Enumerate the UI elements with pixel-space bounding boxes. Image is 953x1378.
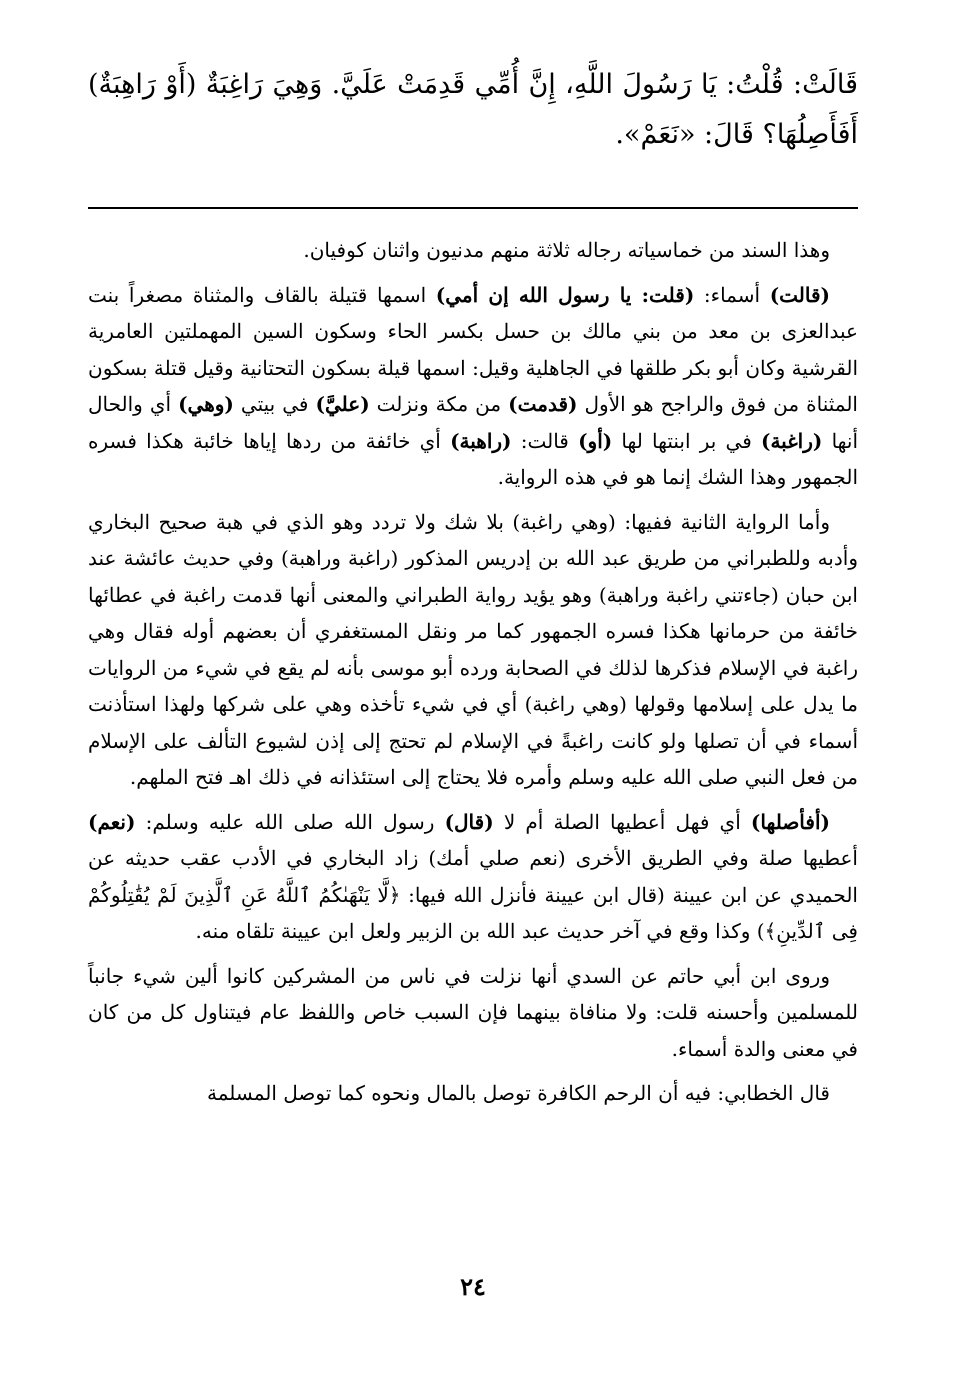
term: (عليَّ) [315,392,370,416]
page-number: ٢٤ [460,1272,486,1301]
quran-verse: ﴿لَّا يَنْهَىٰكُمُ ٱللَّهُ عَنِ ٱلَّذِينَ لَمْ يُقَٰتِلُوكُمْ فِى ٱلدِّينِ﴾ [88,882,858,943]
text-run: قالت: [511,428,579,453]
text-run: في بيتي [233,392,316,416]
text-run: ) وكذا وقع في آخر حديث عبد الله بن الزبير ولعل ابن عيينة تلقاه منه. [195,919,765,943]
footnote-divider [88,207,858,209]
commentary-paragraph-6: قال الخطابي: فيه أن الرحم الكافرة توصل بالمال ونحوه كما توصل المسلمة [206,1081,830,1105]
term: (راغبة) [761,428,823,453]
term: (قلت: يا رسول الله إن أمي) [435,282,695,307]
commentary-paragraph-3: وأما الرواية الثانية ففيها: (وهي راغبة) بلا شك ولا تردد وهو الذي في هبة صحيح البخاري وأدبه وللطبراني من طريق عبد الله بن إدريس المذكور (راغبة وراهبة) وفي حديث عائشة عند ابن حبان (جاءتني راغبة وراهبة) وهو يؤيد رواية الطبراني والمعنى أنها قدمت راغبة في عطائها خائفة من حرمانها هكذا فسره الجمهور كما مر ونقل المستغفري أن بعضهم أوله فقال وهي راغبة في الإسلام فذكرها لذلك في الصحابة ورده أبو موسى بأنه لم يقع في شيء من الروايات ما يدل على إسلامها وقولها (وهي راغبة) أي في شيء تأخذه وهي على شركها ولهذا استأذنت أسماء في أن تصلها ولو كانت راغبةً في الإسلام لم تحتج إلى إذن لشيوع التألف على الإسلام من فعل النبي صلى الله عليه وسلم وأمره فلا يحتاج إلى استئذانه في ذلك اهـ فتح الملهم. [88,509,858,789]
term: (راهبة) [450,428,512,453]
term: (أفأصلها) [750,809,830,834]
text-run: أعطيها صلة وفي الطريق الأخرى (نعم صلي أمك) زاد البخاري في الأدب عقب حديثه عن الحميدي عن ابن عيينة (قال ابن عيينة فأنزل الله فيها: [88,846,858,907]
commentary-paragraph-2 [88,277,858,496]
text-run: أي خائفة من ردها إياها خائبة هكذا فسره الجمهور وهذا الشك إنما هو في هذه الرواية. [88,428,858,489]
commentary [88,232,858,1120]
text-run: أسماء: [694,282,770,307]
text-run: اسمها قتيلة بالقاف والمثناة مصغراً بنت عبدالعزى بن معد من بني مالك بن حسل بكسر الحاء وسكون السين المهملتين العامرية القرشية وكان أبو بكر طلقها في الجاهلية وقيل: اسمها قيلة بسكون التحتانية وقيل قتلة بسكون المثناة من فوق والراجح هو الأول [88,282,858,416]
text-run: في بر ابنتها لها [612,428,761,453]
term: (قال) [444,809,494,834]
hadith-text: قَالَتْ: قُلْتُ: يَا رَسُولَ اللَّهِ، إِنَّ أُمِّي قَدِمَتْ عَلَيَّ. وَهِيَ رَاغِبَةٌ (أَوْ رَاهِبَةٌ) أَفَأَصِلُهَا؟ قَالَ: «نَعَمْ». [88,69,858,150]
term: (قالت) [769,282,830,307]
commentary-paragraph-5: وروى ابن أبي حاتم عن السدي أنها نزلت في ناس من المشركين كانوا ألين شيء جانباً للمسلمين وأحسنه قلت: ولا منافاة بينهما فإن السبب خاص واللفظ عام فيتناول كل من كان في معنى والدة أسماء. [88,963,858,1061]
commentary-paragraph-4 [88,804,858,950]
text-run: أي فهل أعطيها الصلة أم لا [493,809,751,834]
text-run: أي والحال أنها [88,392,859,453]
page [88,60,858,1360]
term: (وهي) [178,392,234,416]
term: (أو) [578,428,613,453]
term: (نعم) [88,809,136,834]
text-run: رسول الله صلى الله عليه وسلم: [135,809,445,834]
text-run: من مكة ونزلت [369,392,509,416]
term: (قدمت) [508,392,578,416]
commentary-paragraph-1: وهذا السند من خماسياته رجاله ثلاثة منهم مدنيون واثنان كوفيان. [303,238,830,262]
